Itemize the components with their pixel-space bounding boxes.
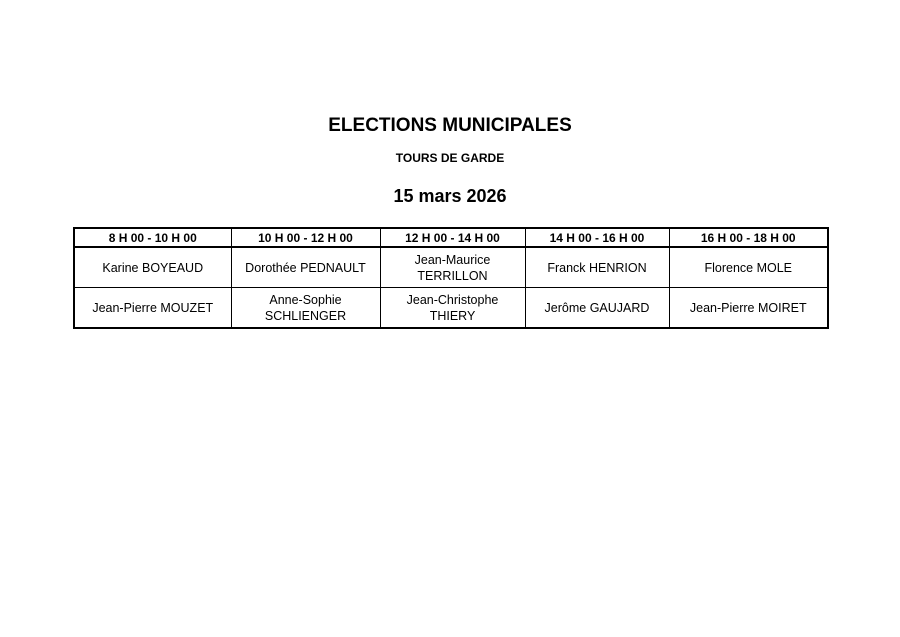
table-cell — [525, 288, 669, 329]
column-header-slot-1: 8 H 00 - 10 H 00 — [74, 228, 231, 247]
person-name: Dorothée PEDNAULT — [245, 260, 366, 275]
schedule-date: 15 mars 2026 — [393, 186, 507, 206]
table-header-row — [74, 228, 828, 247]
person-last-name: THIERY — [429, 308, 476, 323]
person-name: Florence MOLE — [704, 260, 793, 275]
table-row — [74, 288, 828, 329]
person-last-name: SCHLIENGER — [264, 308, 347, 323]
table-cell — [74, 247, 231, 288]
person-first-name: Jean-Christophe — [406, 292, 499, 307]
table-cell — [231, 288, 380, 329]
column-header-slot-5: 16 H 00 - 18 H 00 — [669, 228, 828, 247]
person-name: Karine BOYEAUD — [102, 260, 204, 275]
page-title: ELECTIONS MUNICIPALES — [328, 115, 572, 136]
person-name: Franck HENRION — [547, 260, 647, 275]
person-first-name: Jean-Maurice — [414, 252, 491, 267]
table-row — [74, 247, 828, 288]
person-last-name: TERRILLON — [417, 268, 488, 283]
table-cell — [525, 247, 669, 288]
table-cell — [74, 288, 231, 329]
table-cell — [231, 247, 380, 288]
person-name: Jean-Pierre MOIRET — [689, 300, 807, 315]
column-header-slot-2: 10 H 00 - 12 H 00 — [231, 228, 380, 247]
page-subtitle: TOURS DE GARDE — [395, 151, 505, 165]
table-cell — [380, 247, 525, 288]
column-header-slot-3: 12 H 00 - 14 H 00 — [380, 228, 525, 247]
column-header-slot-4: 14 H 00 - 16 H 00 — [525, 228, 669, 247]
table-cell — [669, 288, 828, 329]
table-cell — [380, 288, 525, 329]
person-name: Jerôme GAUJARD — [544, 300, 650, 315]
table-cell — [669, 247, 828, 288]
person-name: Jean-Pierre MOUZET — [92, 300, 214, 315]
person-first-name: Anne-Sophie — [269, 292, 342, 307]
guard-schedule-table — [73, 227, 829, 329]
